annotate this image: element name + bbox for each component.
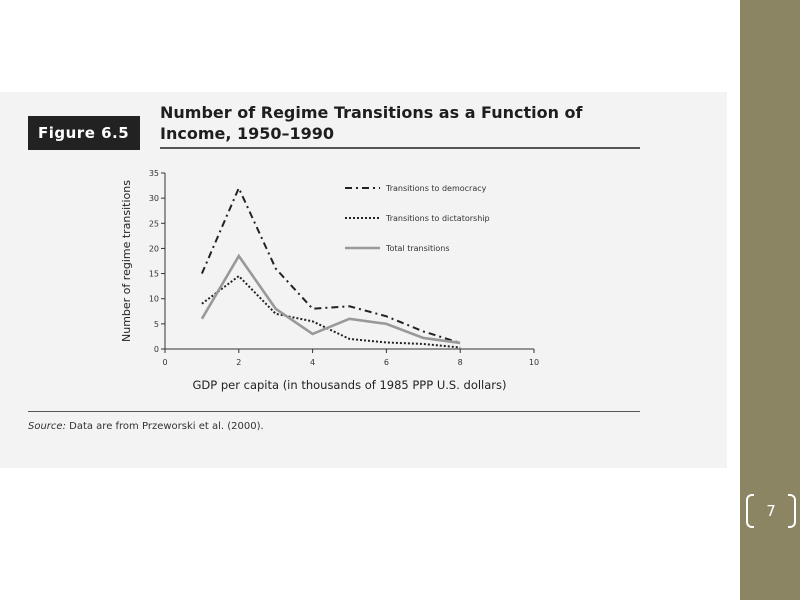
y-tick-label: 0 bbox=[153, 345, 159, 354]
title-rule bbox=[160, 147, 640, 149]
x-axis-label: GDP per capita (in thousands of 1985 PPP U.S. dollars) bbox=[192, 378, 507, 392]
x-tick-label: 2 bbox=[236, 358, 242, 367]
figure-title-line-2: Income, 1950–1990 bbox=[160, 124, 335, 143]
x-tick-label: 6 bbox=[383, 358, 389, 367]
x-tick-label: 0 bbox=[162, 358, 168, 367]
source-note bbox=[28, 421, 264, 432]
y-tick-label: 30 bbox=[148, 194, 159, 204]
figure-title bbox=[160, 102, 630, 144]
figure-title-line-1: Number of Regime Transitions as a Function of bbox=[160, 103, 583, 122]
y-tick-label: 20 bbox=[148, 244, 159, 254]
x-tick-label: 4 bbox=[310, 358, 316, 367]
y-tick-label: 5 bbox=[153, 319, 159, 329]
legend-label-democracy: Transitions to democracy bbox=[386, 184, 487, 193]
page-number-box bbox=[746, 491, 796, 531]
y-tick-label: 35 bbox=[148, 169, 159, 178]
series-line-democracy bbox=[202, 188, 460, 343]
x-tick-label: 8 bbox=[457, 358, 463, 367]
y-tick-label: 25 bbox=[148, 219, 159, 229]
y-axis-label: Number of regime transitions bbox=[120, 180, 133, 342]
legend-label-total: Total transitions bbox=[386, 244, 450, 253]
x-tick-label: 10 bbox=[528, 358, 540, 367]
page-number: 7 bbox=[766, 502, 776, 520]
source-prefix: Source: bbox=[28, 421, 66, 432]
line-chart bbox=[110, 155, 570, 405]
figure-label: Figure 6.5 bbox=[28, 116, 140, 150]
legend-label-dictatorship: Transitions to dictatorship bbox=[386, 214, 490, 223]
y-tick-label: 15 bbox=[148, 269, 159, 279]
source-text: Data are from Przeworski et al. (2000). bbox=[65, 421, 264, 432]
bottom-rule bbox=[28, 411, 640, 412]
y-tick-label: 10 bbox=[148, 294, 159, 304]
